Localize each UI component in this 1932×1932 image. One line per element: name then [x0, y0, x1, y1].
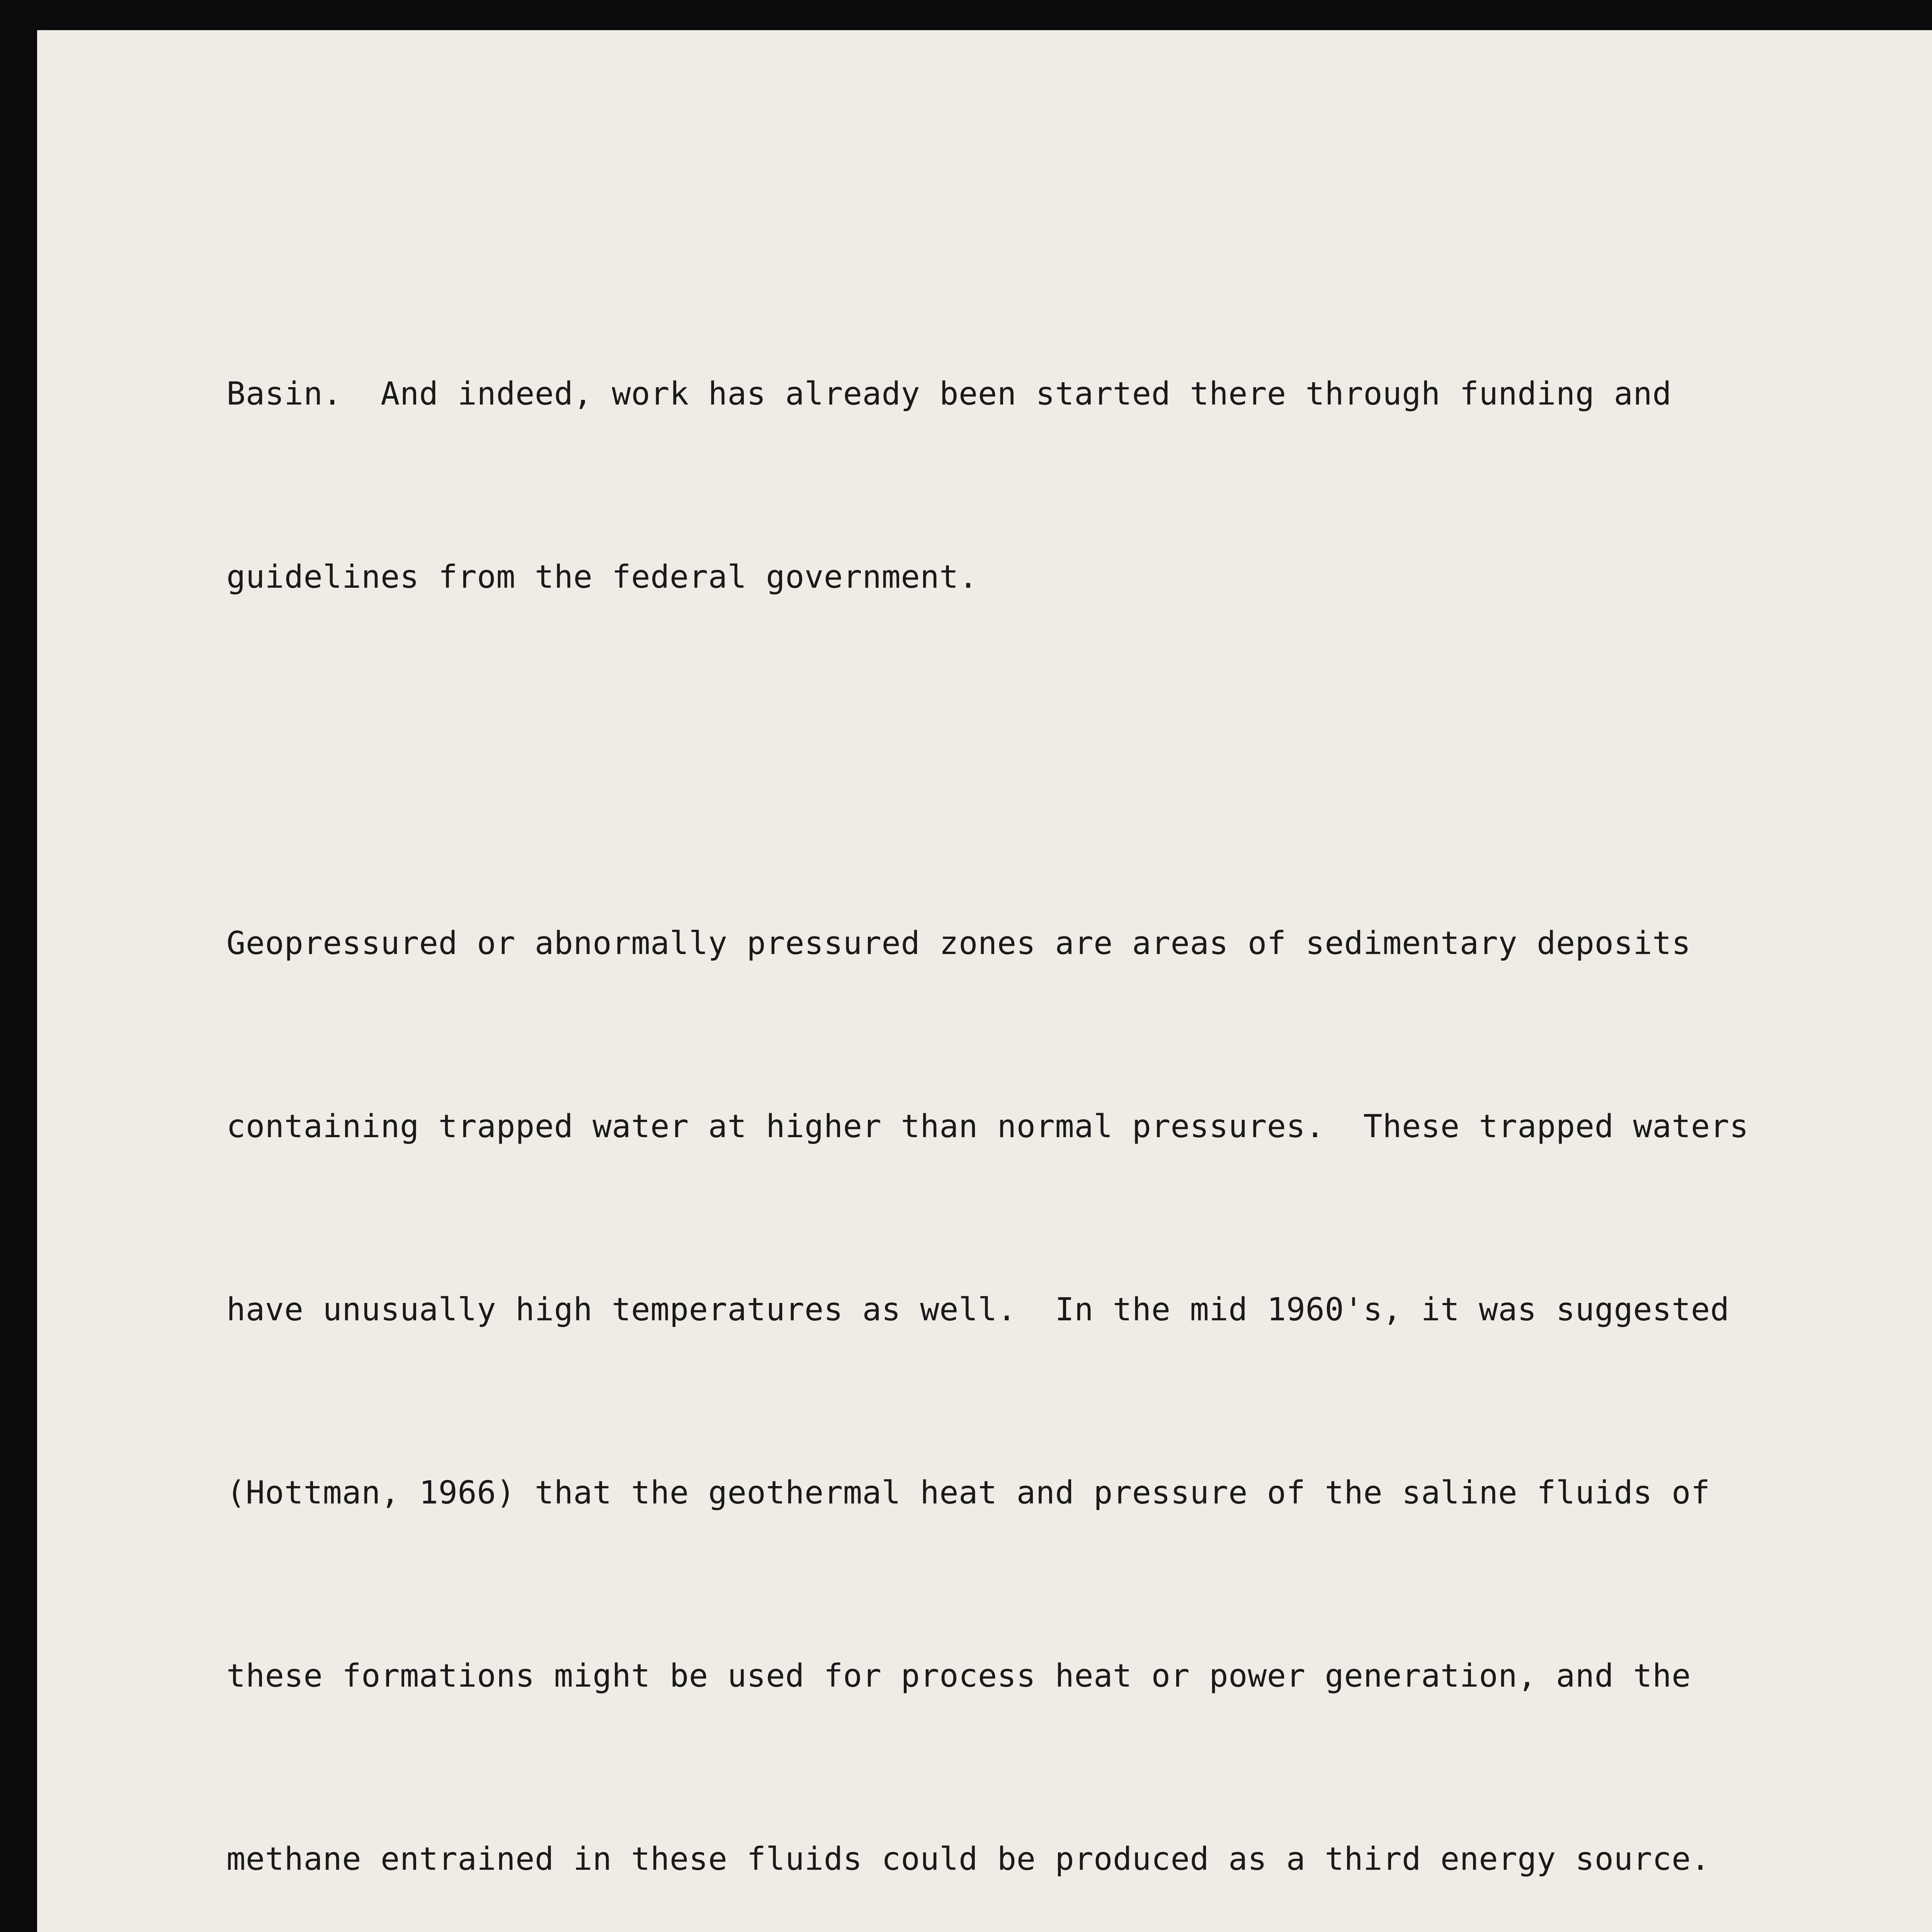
- geopressured-line: Geopressured or abnormally pressured zones are areas of sedimentary deposits: [226, 925, 1691, 962]
- geopressured-line: methane entrained in these fluids could be produced as a third energy source.: [226, 1841, 1710, 1878]
- intro-paragraph: [226, 242, 1932, 730]
- intro-line: guidelines from the federal government.: [226, 559, 978, 595]
- geopressured-line: (Hottman, 1966) that the geothermal heat and pressure of the saline fluids of: [226, 1475, 1710, 1511]
- geopressured-line: have unusually high temperatures as well. In the mid 1960's, it was suggested: [226, 1291, 1730, 1328]
- geopressured-paragraph: [226, 791, 1932, 1932]
- geopressured-line: these formations might be used for process heat or power generation, and the: [226, 1658, 1691, 1694]
- spacer: [226, 730, 1932, 791]
- geopressured-line: containing trapped water at higher than normal pressures. These trapped waters: [226, 1108, 1749, 1145]
- intro-line: Basin. And indeed, work has already been started there through funding and: [226, 376, 1672, 412]
- document-body: [226, 242, 1932, 1932]
